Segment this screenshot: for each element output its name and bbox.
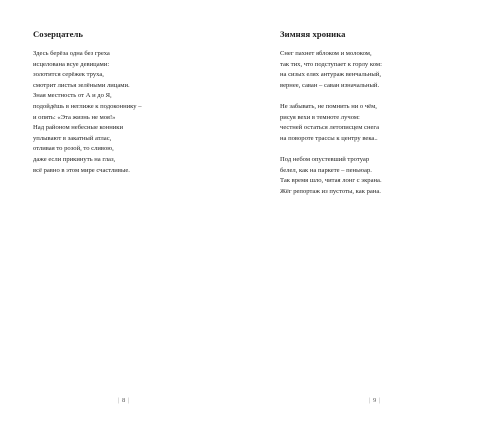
poem-line: на повороте трассы к центру века..: [280, 134, 378, 142]
poem-line: исцелована всуе девицами:: [33, 60, 110, 68]
poem-line: смотрит листья зелёными лицами.: [33, 81, 130, 89]
poem-body: [33, 49, 142, 187]
page-number: | 8 |: [118, 397, 130, 404]
poem-line: подойдёшь в неглиже к подоконнику –: [33, 102, 142, 110]
poem-line: уплывают в закатный атлас,: [33, 134, 112, 142]
poem-line: Снег пахнет яблоком и молоком,: [280, 50, 372, 57]
page-number-value: 9: [372, 397, 377, 404]
poem-line: даже если прикинуть на глаз,: [33, 155, 116, 163]
poem-line: отливая то розой, то сливою,: [33, 145, 114, 153]
poem-title: Созерцатель: [33, 29, 84, 39]
poem-line: так тих, что подступает к горлу ком:: [280, 60, 382, 68]
poem-line: Под небом опустевший тротуар: [280, 155, 370, 163]
poem-line: всё равно в этом мире счастливые.: [33, 166, 130, 174]
poem-line: честней остаться летописцем снега: [280, 124, 380, 132]
poem-line: золотится серёжек труха,: [33, 71, 104, 79]
poem-line: и опять: «Эта жизнь не моя!»: [33, 113, 116, 121]
stanza: [33, 49, 142, 176]
poem-line: Зная местность от А и до Я,: [33, 92, 112, 100]
poem-line: вернее, саван – саван изначальный.: [280, 81, 380, 89]
poem-line: Не забывать, не помнить ни о чём,: [280, 102, 377, 110]
poem-line: на сизых елях антураж венчальный,: [280, 71, 381, 79]
poem-line: Здесь берёза одна без греха: [33, 50, 110, 57]
poem-line: белел, как на паркете – пеньюар.: [280, 166, 372, 174]
poem-line: Жёг репортаж из пустоты, как рана.: [280, 187, 381, 195]
poem-line: Так время шло, читая лонг с экрана.: [280, 177, 382, 185]
stanza: [280, 49, 382, 91]
page-number-value: 8: [121, 397, 126, 404]
poem-line: рисуя вехи в темноте лучом:: [280, 113, 360, 121]
page-number: | 9 |: [369, 397, 381, 404]
stanza: [280, 155, 382, 197]
right-page: [250, 0, 500, 423]
poem-body: [280, 49, 382, 208]
poem-title: Зимняя хроника: [280, 29, 346, 39]
poem-line: Над районом небесные конники: [33, 124, 124, 132]
stanza: [280, 102, 382, 144]
